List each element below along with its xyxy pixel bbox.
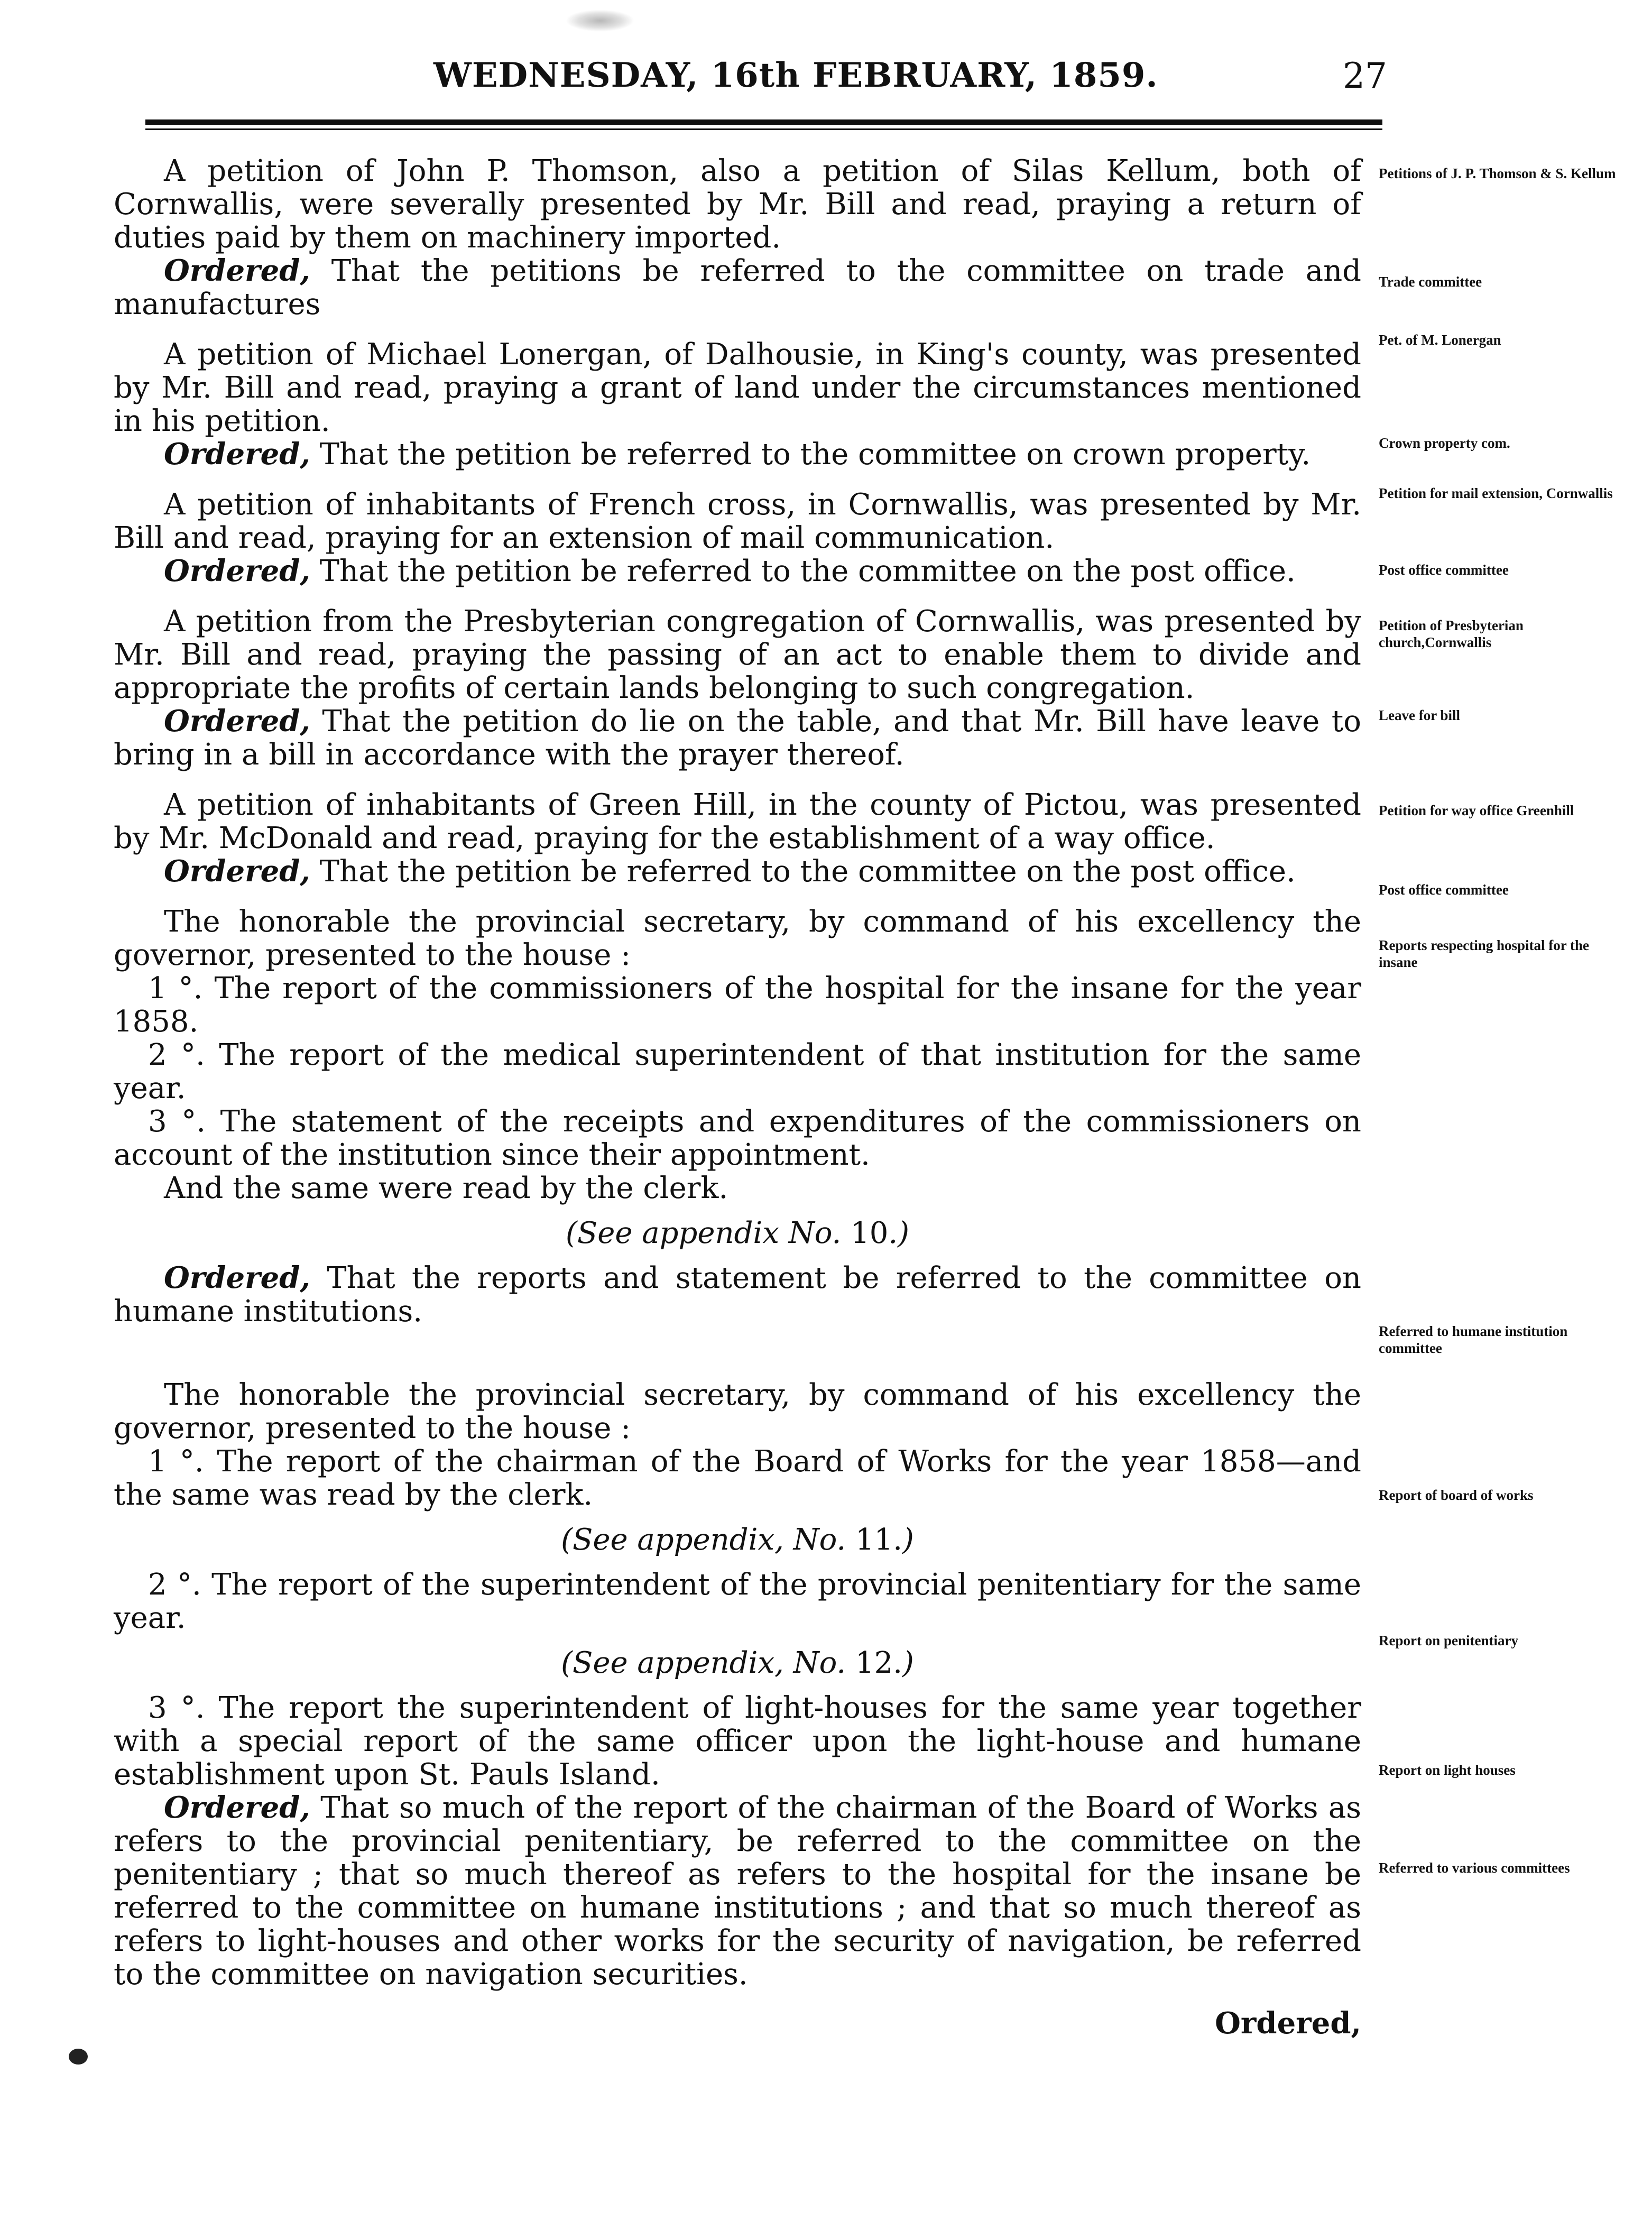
ordered-text: That the petition be referred to the committee on crown property.	[310, 437, 1311, 472]
running-title: WEDNESDAY, 16th FEBRUARY, 1859.	[433, 56, 1158, 95]
paragraph-ordered-humane	[114, 1261, 1361, 1328]
list-item-receipts-statement: 3 °. The statement of the receipts and expenditures of the commissioners on account of the institution since their appointment.	[114, 1104, 1361, 1172]
list-item-penitentiary: 2 °. The report of the superintendent of the provincial penitentiary for the same year.	[114, 1568, 1361, 1635]
paragraph-secretary-presented-1: The honorable the provincial secretary, by command of his excellency the governor, presented to the house :	[114, 905, 1361, 972]
margin-note: Petition for mail extension, Cornwallis	[1379, 485, 1613, 501]
appendix-label: (See appendix, No.	[561, 1646, 855, 1680]
ordered-text: That the petitions be referred to the committee on trade and manufactures	[114, 254, 1361, 321]
appendix-label: (See appendix No.	[566, 1216, 851, 1250]
appendix-reference-12	[114, 1646, 1361, 1680]
ink-blot	[69, 2049, 88, 2065]
appendix-label: (See appendix, No.	[561, 1523, 855, 1557]
ordered-label: Ordered,	[164, 253, 310, 288]
appendix-number: 11.	[855, 1523, 903, 1557]
list-item-hospital-report: 1 °. The report of the commissioners of the hospital for the insane for the year 1858.	[114, 971, 1361, 1039]
paragraph-ordered-post-office-1	[114, 555, 1361, 588]
header-rule-thin	[145, 128, 1382, 130]
margin-note: Report on light houses	[1379, 1762, 1516, 1778]
appendix-close: )	[902, 1646, 914, 1680]
paragraph-ordered-various	[114, 1791, 1361, 1991]
appendix-reference-10	[114, 1217, 1361, 1250]
page-number: 27	[1343, 56, 1387, 96]
paragraph-read-by-clerk: And the same were read by the clerk.	[164, 1171, 728, 1205]
paragraph-ordered-post-office-2	[114, 855, 1361, 888]
margin-note: Trade committee	[1379, 274, 1482, 290]
paragraph-ordered-trade	[114, 254, 1361, 321]
paragraph-petition-lonergan: A petition of Michael Lonergan, of Dalhousie, in King's county, was presented by Mr. Bill and read, praying a grant of land under the circumstances mentioned in his petition.	[114, 337, 1361, 438]
margin-note: Crown property com.	[1379, 435, 1510, 451]
margin-note: Post office committee	[1379, 562, 1509, 578]
appendix-number: 10	[851, 1216, 889, 1250]
ordered-label: Ordered,	[164, 854, 310, 889]
margin-note: Petition for way office Greenhill	[1379, 803, 1574, 818]
paragraph-petition-french-cross: A petition of inhabitants of French cross, in Cornwallis, was presented by Mr. Bill and read, praying for an extension of mail communication.	[114, 487, 1361, 555]
ordered-label: Ordered,	[164, 704, 310, 739]
margin-note: Post office committee	[1379, 882, 1509, 898]
ordered-text: That the petition be referred to the committee on the post office.	[310, 854, 1296, 889]
margin-note: Pet. of M. Lonergan	[1379, 332, 1501, 348]
ordered-label: Ordered,	[164, 437, 310, 472]
header-rule-thick	[145, 119, 1382, 125]
list-item-superintendent-report: 2 °. The report of the medical superintendent of that institution for the same year.	[114, 1038, 1361, 1105]
main-text-column	[114, 154, 1361, 2070]
margin-note: Referred to various committees	[1379, 1860, 1570, 1876]
margin-note: Leave for bill	[1379, 707, 1460, 723]
paragraph-petition-thomson-kellum: A petition of John P. Thomson, also a petition of Silas Kellum, both of Cornwallis, were severally presented by Mr. Bill and read, praying a return of duties paid by them on machinery imported.	[114, 154, 1361, 255]
ordered-label: Ordered,	[164, 1790, 310, 1825]
ordered-label: Ordered,	[164, 554, 310, 588]
ordered-label: Ordered,	[164, 1260, 310, 1295]
paragraph-petition-presbyterian: A petition from the Presbyterian congregation of Cornwallis, was presented by Mr. Bill and read, praying the passing of an act to enable them to divide and appropriate the profits of certain lands belonging to such congregation.	[114, 604, 1361, 705]
ordered-text: That the petition be referred to the committee on the post office.	[310, 554, 1296, 588]
appendix-reference-11	[114, 1523, 1361, 1556]
page-header	[0, 0, 1652, 132]
paragraph-secretary-presented-2: The honorable the provincial secretary, by command of his excellency the governor, presented to the house :	[114, 1378, 1361, 1445]
ordered-text: That the petition do lie on the table, and that Mr. Bill have leave to bring in a bill in accordance with the prayer thereof.	[114, 704, 1361, 772]
paragraph-ordered-leave-bill	[114, 705, 1361, 771]
paragraph-petition-green-hill: A petition of inhabitants of Green Hill, in the county of Pictou, was presented by Mr. McDonald and read, praying for the establishment of a way office.	[114, 788, 1361, 855]
margin-note: Reports respecting hospital for the insane	[1379, 937, 1589, 970]
paragraph-ordered-crown	[114, 438, 1361, 471]
appendix-number: 12.	[855, 1646, 903, 1680]
catchword: Ordered,	[1215, 2006, 1361, 2041]
margin-note: Report of board of works	[1379, 1487, 1534, 1503]
appendix-close: )	[902, 1523, 914, 1557]
appendix-close: .)	[888, 1216, 909, 1250]
ink-smudge	[566, 10, 634, 32]
ordered-text: That the reports and statement be referred to the committee on humane institutions.	[114, 1261, 1361, 1329]
margin-note: Report on penitentiary	[1379, 1633, 1518, 1648]
list-item-board-of-works: 1 °. The report of the chairman of the Board of Works for the year 1858—and the same was read by the clerk.	[114, 1444, 1361, 1512]
margin-note: Referred to humane institution committee	[1379, 1323, 1568, 1356]
margin-note: Petition of Presbyterian church,Cornwallis	[1379, 618, 1524, 650]
margin-note: Petitions of J. P. Thomson & S. Kellum	[1379, 165, 1616, 181]
list-item-light-houses: 3 °. The report the superintendent of light-houses for the same year together with a special report of the same officer upon the light-house and humane establishment upon St. Pauls Island.	[114, 1691, 1361, 1792]
ordered-text: That so much of the report of the chairman of the Board of Works as refers to the provincial penitentiary, be referred to the committee on the penitentiary ; that so much thereof as refers to the hospital for the insane be referred to the committee on humane institutions ; and that so much thereof as refers to light-houses and other works for the security of navigation, be referred to the committee on navigation securities.	[114, 1791, 1361, 1992]
